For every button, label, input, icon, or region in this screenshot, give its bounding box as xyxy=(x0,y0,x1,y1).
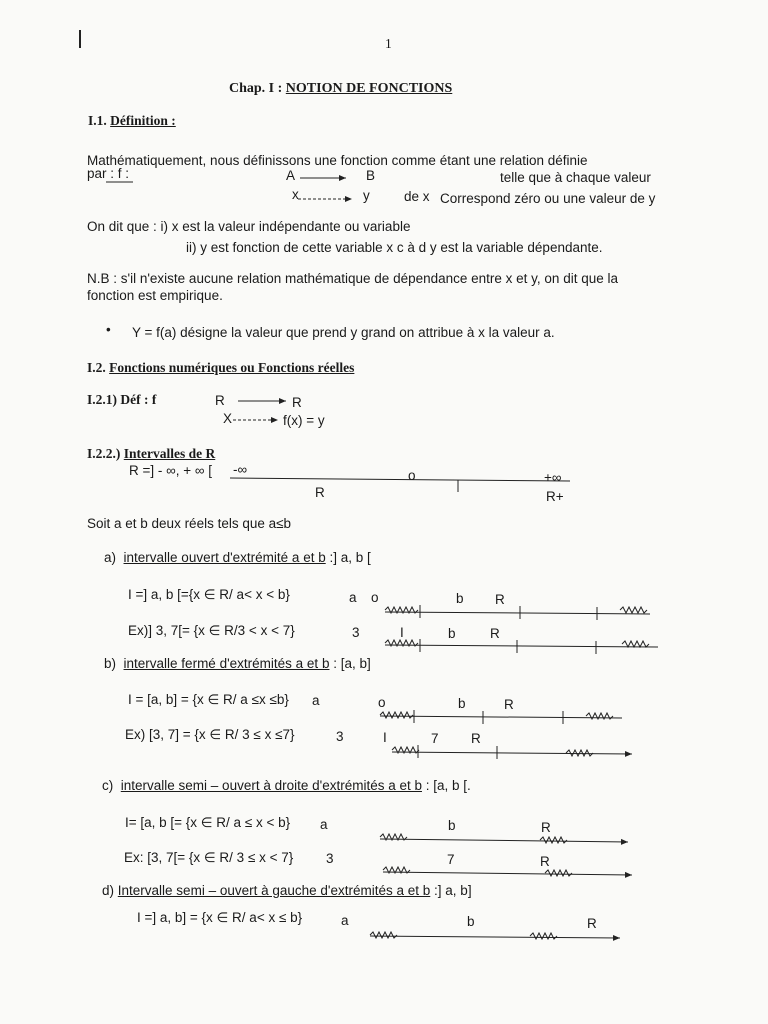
b-lbl-R: R xyxy=(504,697,514,712)
b-ex-zigzag-right xyxy=(566,750,593,756)
c-def-line xyxy=(380,839,628,842)
d-lbl-b: b xyxy=(467,914,475,929)
s122-Rdef: R =] - ∞, + ∞ [ xyxy=(129,463,213,478)
c-ex-line xyxy=(383,872,632,875)
ondit-line1: On dit que : i) x est la valeur indépendante ou variable xyxy=(87,219,411,234)
a-ex-line xyxy=(385,645,658,647)
page-number: 1 xyxy=(385,36,392,51)
d-lbl-a: a xyxy=(341,913,349,928)
def-x: x xyxy=(292,187,299,202)
b-ex-7: 7 xyxy=(431,731,439,746)
b-def: I = [a, b] = {x ∈ R/ a ≤x ≤b} xyxy=(128,692,289,707)
def-B: B xyxy=(366,168,376,183)
real-line xyxy=(230,478,570,481)
a-lbl-R: R xyxy=(495,592,505,607)
c-def: I= [a, b [= {x ∈ R/ a ≤ x < b} xyxy=(125,815,291,830)
c-ex-3: 3 xyxy=(326,851,334,866)
def-telle: telle que à chaque valeur xyxy=(500,170,651,185)
nb-line1: N.B : s'il n'existe aucune relation mathématique de dépendance entre x et y, on dit que la xyxy=(87,271,618,286)
s121-R2: R xyxy=(292,395,302,410)
a-ex-zigzag-right xyxy=(622,641,649,647)
d-header: d) Intervalle semi – ouvert à gauche d'extrémités a et b :] a, b] xyxy=(102,883,472,898)
c-ex-R: R xyxy=(540,854,550,869)
c-header: c) intervalle semi – ouvert à droite d'extrémités a et b : [a, b [. xyxy=(102,778,471,793)
c-lbl-b: b xyxy=(448,818,456,833)
a-ex: Ex)] 3, 7[= {x ∈ R/3 < x < 7} xyxy=(128,623,295,638)
a-def: I =] a, b [={x ∈ R/ a< x < b} xyxy=(128,587,290,602)
soit-text: Soit a et b deux réels tels que a≤b xyxy=(87,516,292,531)
c-def-zigzag-right xyxy=(540,837,567,843)
def-y: y xyxy=(363,188,370,203)
a-ex-3: 3 xyxy=(352,625,360,640)
section-1-1-heading: I.1. Définition : xyxy=(88,113,176,128)
c-ex: Ex: [3, 7[= {x ∈ R/ 3 ≤ x < 7} xyxy=(124,850,294,865)
s122-o: o xyxy=(408,468,416,483)
a-lbl-o: o xyxy=(371,590,379,605)
nb-line2: fonction est empirique. xyxy=(87,288,223,303)
s121-label: I.2.1) Déf : f xyxy=(87,392,157,407)
def-line1: Mathématiquement, nous définissons une fonction comme étant une relation définie xyxy=(87,153,588,168)
s121-fx: f(x) = y xyxy=(283,413,325,428)
b-ex: Ex) [3, 7] = {x ∈ R/ 3 ≤ x ≤7} xyxy=(125,727,295,742)
s121-X: X xyxy=(223,411,233,426)
d-line xyxy=(370,936,620,938)
d-lbl-R: R xyxy=(587,916,597,931)
b-ex-R: R xyxy=(471,731,481,746)
s122-R: R xyxy=(315,485,325,500)
def-dex: de x xyxy=(404,189,430,204)
s121-R1: R xyxy=(215,393,225,408)
ondit-line2: ii) y est fonction de cette variable x c à d y est la variable dépendante. xyxy=(186,240,603,255)
b-header: b) intervalle fermé d'extrémités a et b : [a, b] xyxy=(104,656,371,671)
a-lbl-b: b xyxy=(456,591,464,606)
b-ex-I: I xyxy=(383,730,387,745)
s122-pinf: +∞ xyxy=(544,470,562,485)
chapter-prefix: Chap. I : xyxy=(229,81,286,96)
a-def-line xyxy=(385,612,650,614)
b-def-zigzag-left xyxy=(380,712,413,718)
b-lbl-o: o xyxy=(378,695,386,710)
b-def-line xyxy=(380,716,622,718)
chapter-main-title: NOTION DE FONCTIONS xyxy=(285,81,453,96)
section-1-2-heading: I.2. Fonctions numériques ou Fonctions réelles xyxy=(87,360,355,375)
a-lbl-a: a xyxy=(349,590,357,605)
a-ex-b: b xyxy=(448,626,456,641)
d-def: I =] a, b] = {x ∈ R/ a< x ≤ b} xyxy=(137,910,303,925)
c-ex-zigzag-right xyxy=(545,870,572,876)
b-ex-line xyxy=(392,752,632,754)
bullet-icon: • xyxy=(106,322,111,337)
a-ex-R: R xyxy=(490,626,500,641)
d-zigzag-left xyxy=(370,932,397,938)
b-lbl-b: b xyxy=(458,696,466,711)
a-ex-I: I xyxy=(400,625,404,640)
a-header: a) intervalle ouvert d'extrémité a et b :] a, b [ xyxy=(104,550,371,565)
s122-Rplus: R+ xyxy=(546,489,564,504)
b-lbl-a: a xyxy=(312,693,320,708)
def-par: par : f : xyxy=(87,166,130,181)
c-lbl-R: R xyxy=(541,820,551,835)
s122-heading: I.2.2.) Intervalles de R xyxy=(87,446,216,461)
def-A: A xyxy=(286,168,296,183)
c-ex-7: 7 xyxy=(447,852,455,867)
bullet-text: Y = f(a) désigne la valeur que prend y grand on attribue à x la valeur a. xyxy=(132,325,555,340)
d-zigzag-right xyxy=(530,933,557,939)
s122-minf: -∞ xyxy=(233,462,248,477)
a-def-zigzag-right xyxy=(620,607,647,613)
def-corr: Correspond zéro ou une valeur de y xyxy=(440,191,656,206)
b-ex-3: 3 xyxy=(336,729,344,744)
c-lbl-a: a xyxy=(320,817,328,832)
